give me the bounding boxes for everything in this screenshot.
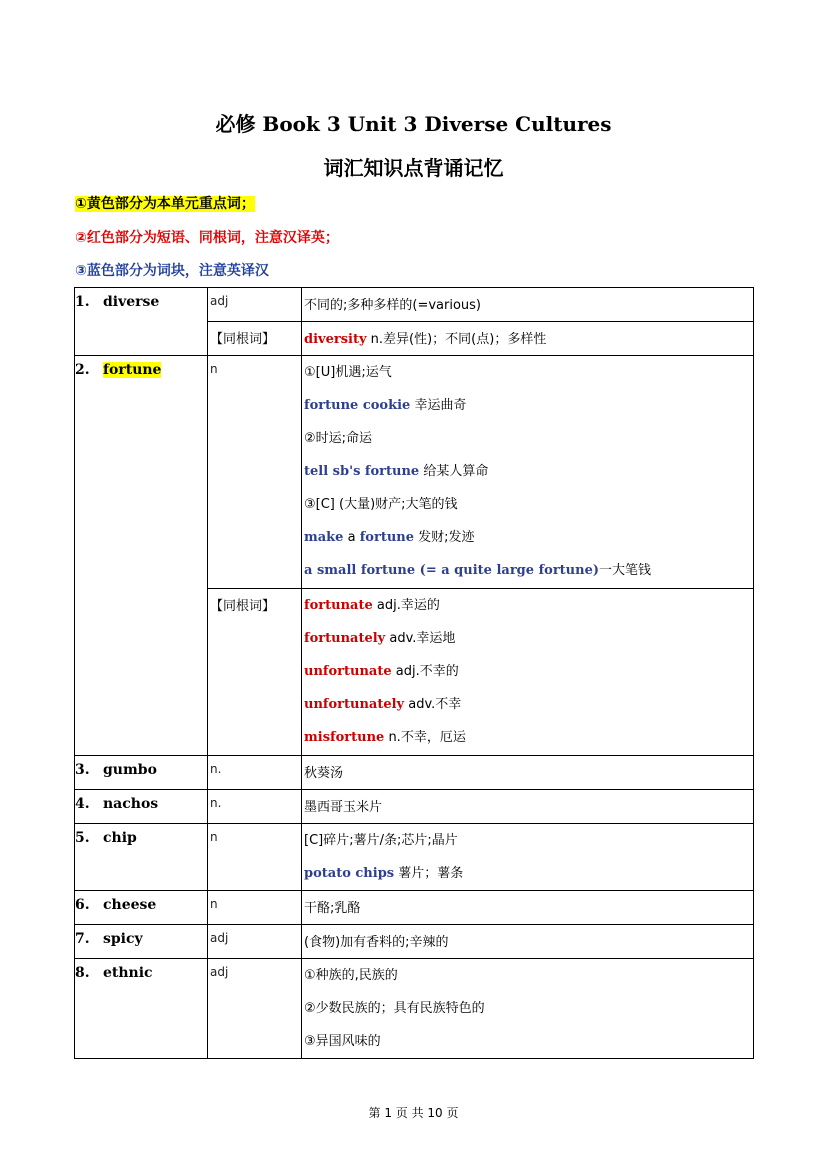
note-yellow: ①黄色部分为本单元重点词； [75,196,255,212]
root-entry: diversity n.差异(性)；不同(点)；多样性 [302,322,754,356]
entry-pos: n. [208,756,302,790]
page-footer: 第 1 页 共 10 页 [368,1106,459,1120]
entry-word: 7. spicy [75,925,208,959]
entry-word: 5. chip [75,824,208,891]
entry-word: 1. diverse [75,288,208,356]
entry-definition: 干酪;乳酪 [302,891,754,925]
entry-definition: (食物)加有香料的;辛辣的 [302,925,754,959]
table-row [75,824,754,891]
root-label: 【同根词】 [208,589,302,756]
entry-pos: adj [208,288,302,322]
entry-pos: n. [208,790,302,824]
root-entries: fortunate adj.幸运的 fortunately adv.幸运地 unfortunate adj.不幸的 unfortunately adv.不幸 misfortune n.不幸，厄运 [302,589,754,756]
entry-pos: n [208,824,302,891]
entry-definition: ①种族的,民族的 ②少数民族的；具有民族特色的 ③异国风味的 [302,959,754,1059]
entry-pos: n [208,356,302,589]
entry-definition: [C]碎片;薯片/条;芯片;晶片 potato chips 薯片；薯条 [302,824,754,891]
entry-definition: 墨西哥玉米片 [302,790,754,824]
table-row [75,959,754,1059]
entry-definition: ①[U]机遇;运气 fortune cookie 幸运曲奇 ②时运;命运 tell sb's fortune 给某人算命 ③[C] (大量)财产;大笔的钱 make a fortune 发财;发迹 a small fortune (= a quite large fortune)一大笔钱 [302,356,754,589]
entry-definition: 秋葵汤 [302,756,754,790]
note-blue: ③蓝色部分为词块，注意英译汉 [75,263,269,279]
entry-word: 2. fortune [75,356,208,756]
root-label: 【同根词】 [208,322,302,356]
table-row [75,925,754,959]
table-row [75,756,754,790]
entry-pos: n [208,891,302,925]
entry-word: 6. cheese [75,891,208,925]
entry-pos: adj [208,959,302,1059]
entry-pos: adj [208,925,302,959]
note-red: ②红色部分为短语、同根词，注意汉译英； [75,230,339,246]
table-row [75,356,754,589]
entry-definition: 不同的;多种多样的(=various) [302,288,754,322]
page-title: 必修 Book 3 Unit 3 Diverse Cultures [215,112,612,136]
entry-word: 3. gumbo [75,756,208,790]
entry-word: 4. nachos [75,790,208,824]
vocabulary-table [74,287,754,1059]
table-row [75,288,754,322]
table-row [75,790,754,824]
entry-word: 8. ethnic [75,959,208,1059]
table-row [75,891,754,925]
page-subtitle: 词汇知识点背诵记忆 [323,156,504,180]
